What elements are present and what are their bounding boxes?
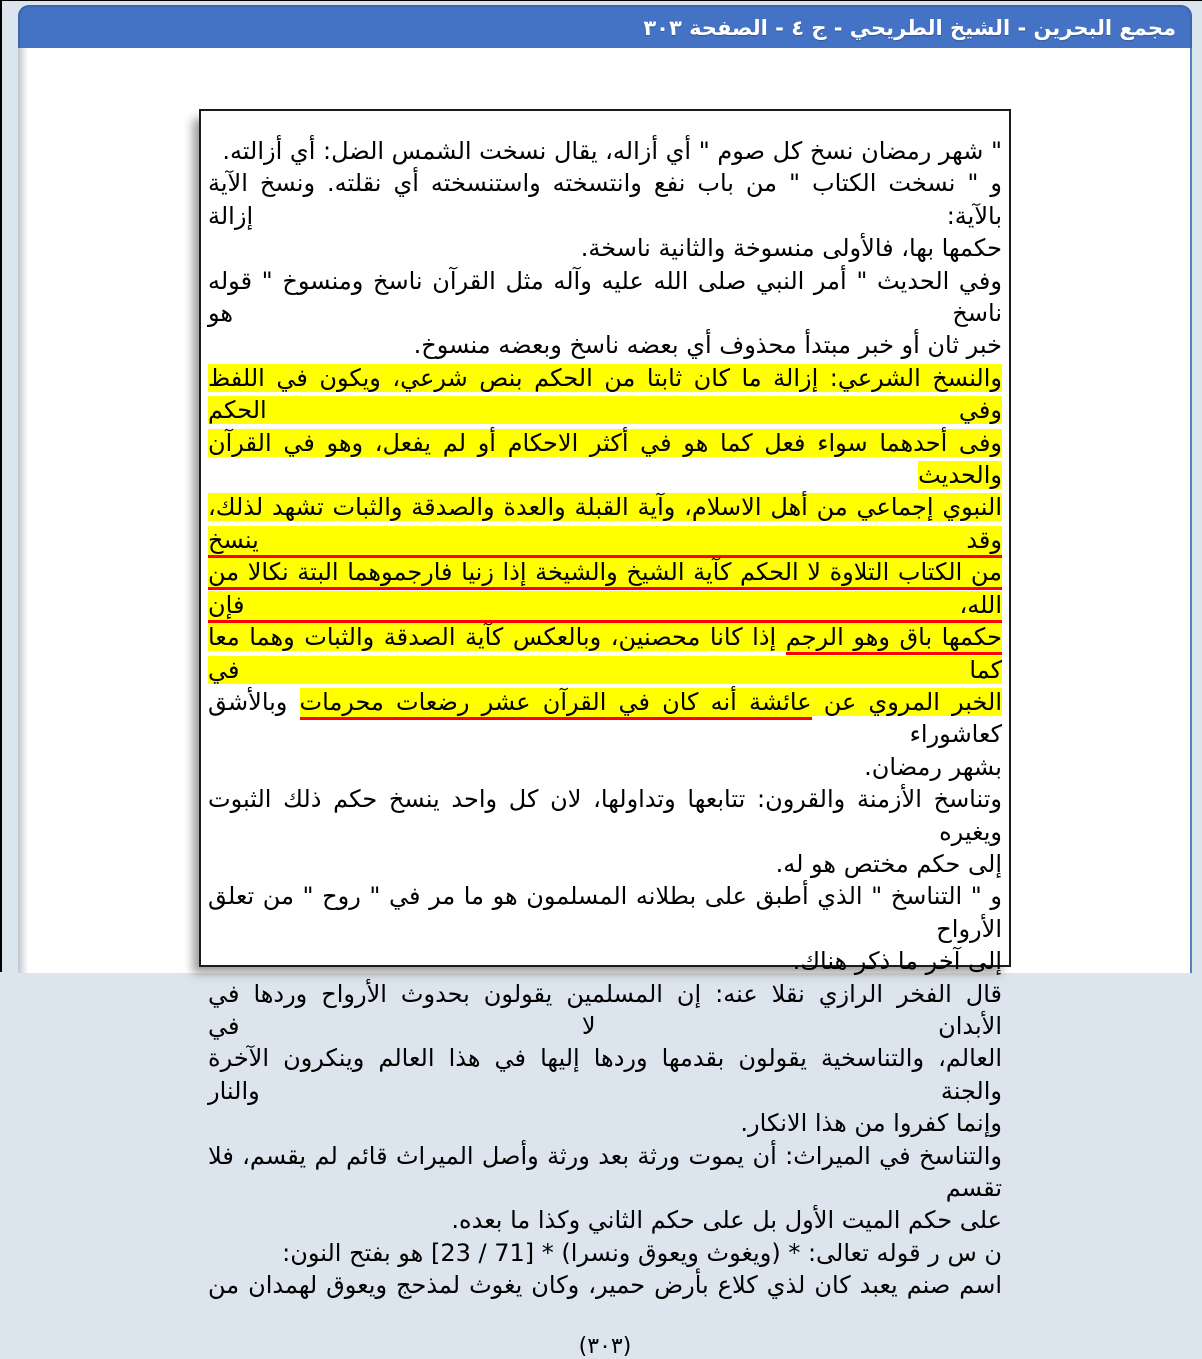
underlined-text: عائشة أنه كان في القرآن عشر رضعات محرمات bbox=[300, 688, 812, 720]
text-line bbox=[208, 362, 1002, 427]
text-segment: قال الفخر الرازي نقلا عنه: إن المسلمين يقولون بحدوث الأرواح وردها في الأبدان لا في bbox=[208, 979, 1002, 1040]
text-segment: إلى آخر ما ذكر هناك. bbox=[792, 947, 1002, 976]
text-line bbox=[208, 848, 1002, 880]
text-segment: " شهر رمضان نسخ كل صوم " أي أزاله، يقال نسخت الشمس الضل: أي أزالته. bbox=[222, 137, 1002, 165]
underlined-text: من الكتاب التلاوة لا الحكم كآية الشيخ والشيخة إذا زنيا فارجموهما البتة نكالا من الله، فإن bbox=[208, 558, 1002, 622]
text-segment: و " التناسخ " الذي أطبق على بطلانه المسلمون هو ما مر في " روح " من تعلق الأرواح bbox=[208, 882, 1002, 943]
panel-left-shadow bbox=[18, 48, 28, 973]
text-line bbox=[208, 1269, 1002, 1301]
highlighted-text: إذا كانا محصنين، وبالعكس كآية الصدقة والثبات وهما معا كما في bbox=[208, 623, 1002, 684]
text-segment: وبالأشق كعاشوراء bbox=[208, 687, 1002, 749]
text-line bbox=[208, 1107, 1002, 1139]
text-line bbox=[208, 621, 1002, 686]
text-line bbox=[208, 1042, 1002, 1107]
text-line bbox=[208, 491, 1002, 556]
text-line bbox=[208, 427, 1002, 492]
text-line bbox=[208, 686, 1002, 751]
text-line bbox=[208, 978, 1002, 1043]
text-segment: ن س ر قوله تعالى: * (ويغوث ويعوق ونسرا) * [71 / 23] هو بفتح النون: bbox=[282, 1238, 1002, 1267]
text-line bbox=[208, 1140, 1002, 1205]
text-line bbox=[208, 1237, 1002, 1269]
text-segment: بشهر رمضان. bbox=[864, 752, 1002, 781]
text-line bbox=[208, 265, 1002, 330]
text-segment: و " نسخت الكتاب " من باب نفع وانتسخته واستنسخته أي نقلته. ونسخ الآية بالآية: إزالة bbox=[208, 169, 1002, 230]
window-title: مجمع البحرين - الشيخ الطريحي - ج ٤ - الصفحة ٣٠٣ bbox=[643, 15, 1176, 40]
window-titlebar bbox=[18, 5, 1192, 48]
text-line bbox=[208, 556, 1002, 621]
text-line bbox=[208, 167, 1002, 232]
text-line bbox=[208, 232, 1002, 264]
text-segment: والتناسخ في الميراث: أن يموت ورثة بعد ورثة وأصل الميراث قائم لم يقسم، فلا تقسم bbox=[208, 1141, 1002, 1202]
text-segment: العالم، والتناسخية يقولون بقدمها وردها إليها في هذا العالم وينكرون الآخرة والجنة والنار bbox=[208, 1044, 1002, 1105]
highlighted-text: النبوي إجماعي من أهل الاسلام، وآية القبلة والعدة والصدقة والثبات تشهد لذلك، bbox=[208, 493, 1002, 522]
text-segment: خبر ثان أو خبر مبتدأ محذوف أي بعضه ناسخ وبعضه منسوخ. bbox=[413, 331, 1002, 360]
text-segment: وفي الحديث " أمر النبي صلى الله عليه وآله مثل القرآن ناسخ ومنسوخ " قوله ناسخ هو bbox=[208, 266, 1002, 328]
text-segment: حكمها بها، فالأولى منسوخة والثانية ناسخة. bbox=[580, 234, 1002, 263]
underlined-text: حكمها باق وهو الرجم bbox=[786, 623, 1002, 655]
page-number: (٣٠٣) bbox=[578, 1333, 632, 1359]
highlighted-text: والنسخ الشرعي: إزالة ما كان ثابتا من الحكم بنص شرعي، ويكون في اللفظ وفي الحكم bbox=[208, 363, 1002, 425]
text-segment: وتناسخ الأزمنة والقرون: تتابعها وتداولها، لان كل واحد ينسخ حكم ذلك الثبوت ويغيره bbox=[208, 785, 1002, 846]
text-line bbox=[208, 751, 1002, 783]
text-line bbox=[208, 783, 1002, 848]
text-segment: على حكم الميت الأول بل على حكم الثاني وكذا ما بعده. bbox=[451, 1206, 1002, 1235]
highlighted-text: وفى أحدهما سواء فعل كما هو في أكثر الاحكام أو لم يفعل، وهو في القرآن والحديث bbox=[208, 428, 1002, 490]
panel-separator bbox=[1190, 48, 1192, 973]
highlighted-text: الخبر المروي عن bbox=[811, 687, 1002, 716]
text-line bbox=[208, 880, 1002, 945]
book-page bbox=[199, 109, 1011, 1359]
text-line bbox=[208, 329, 1002, 361]
text-segment: وإنما كفروا من هذا الانكار. bbox=[740, 1109, 1002, 1138]
text-line bbox=[208, 945, 1002, 977]
text-segment: إلى حكم مختص هو له. bbox=[775, 849, 1002, 878]
text-line bbox=[208, 1204, 1002, 1236]
text-line bbox=[208, 135, 1002, 167]
underlined-text: وقد ينسخ bbox=[208, 526, 1002, 558]
page-text bbox=[201, 111, 1009, 1302]
text-segment: اسم صنم يعبد كان لذي كلاع بأرض حمير، وكان يغوث لمذحج ويعوق لهمدان من bbox=[208, 1271, 1002, 1300]
